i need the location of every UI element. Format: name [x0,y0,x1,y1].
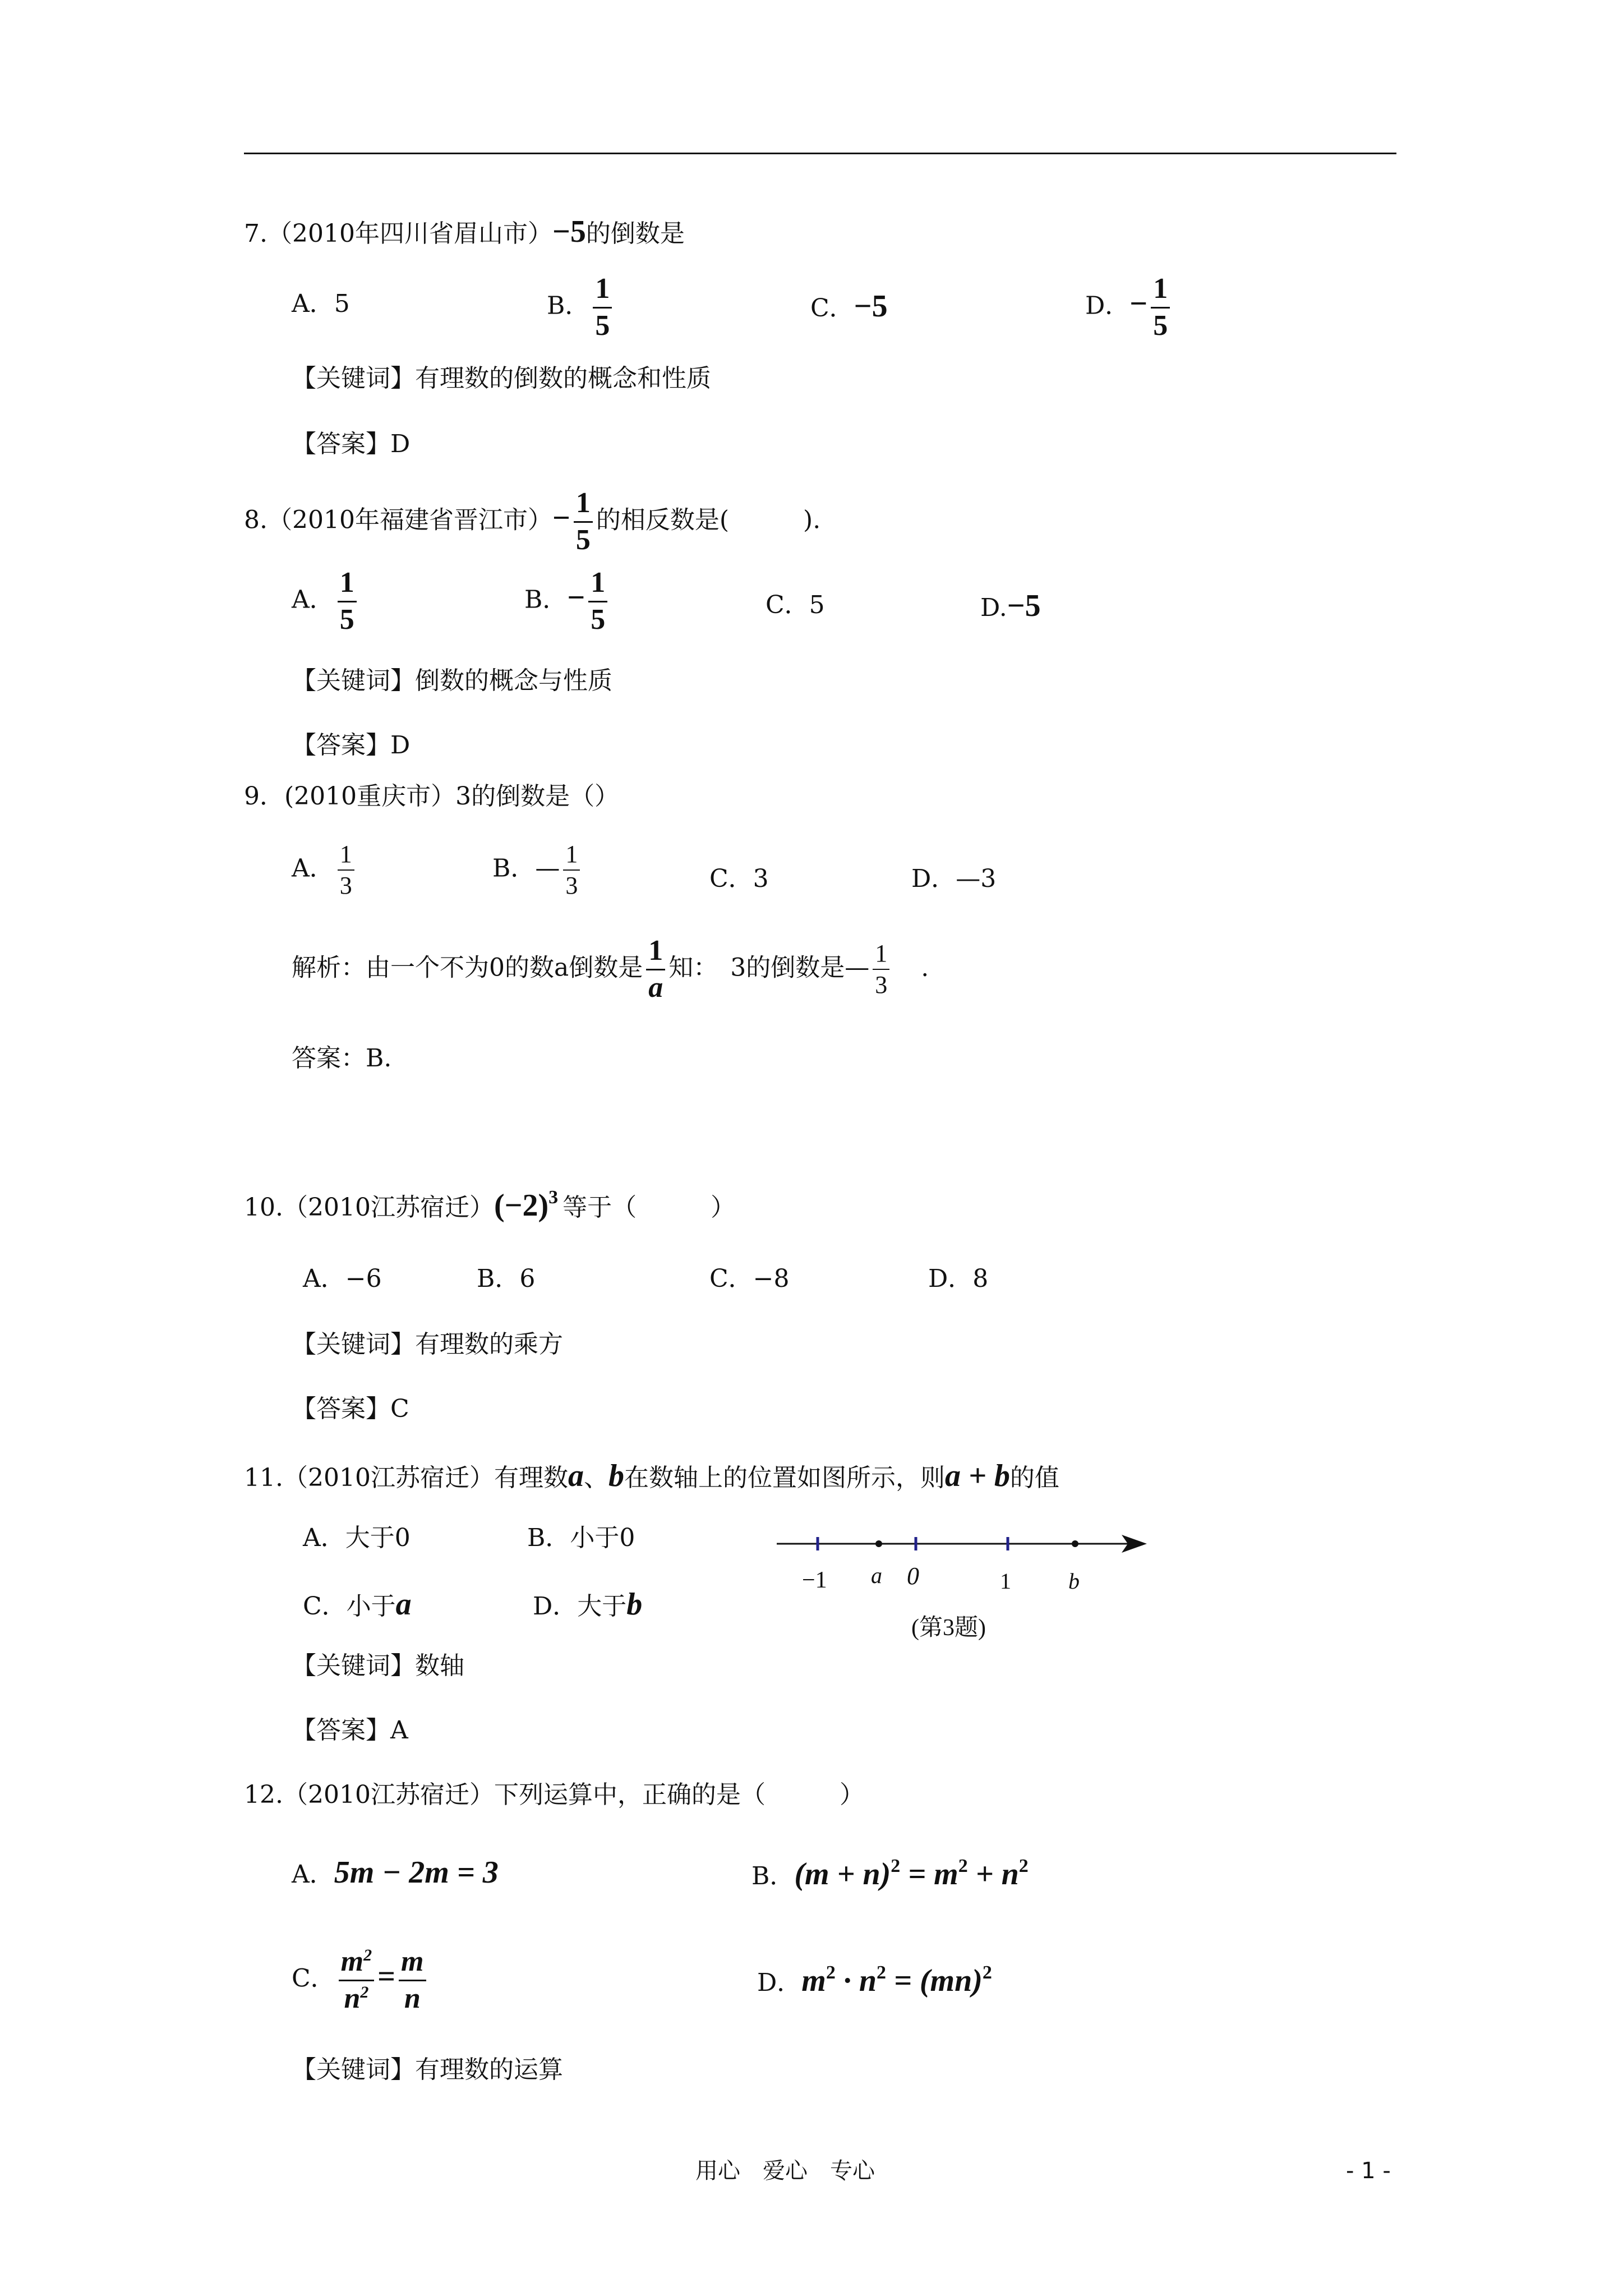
footer-slogan: 用心 爱心 专心 [695,2158,875,2184]
figure-caption: (第3题) [911,1615,986,1641]
q7-stem-value: −5 [552,214,586,249]
q7-stem-suffix: 的倒数是 [585,219,685,248]
q8-option-a: A． $\frac{1}{5}$ [292,568,360,635]
q10-keyword: 【关键词】有理数的乘方 [292,1330,563,1359]
label-minus-one: −1 [802,1567,827,1593]
q7-option-c: C．−5 [810,289,888,324]
q7-option-b: B． $\frac{1}{5}$ [547,274,615,341]
header-rule [244,153,1396,154]
q10-option-d: D．8 [928,1264,989,1293]
q9-analysis-fraction: $\frac{1}{a}$ [646,936,665,1003]
q8-option-d: D.−5 [980,588,1041,623]
q12-option-a: A．5m − 2m = 3 [292,1855,499,1890]
q7-b-fraction: $\frac{1}{5}$ [593,274,612,341]
q11-option-b: B．小于0 [527,1524,635,1552]
q7-keyword: 【关键词】有理数的倒数的概念和性质 [292,364,711,393]
q8-stem: 8.（2010年福建省晋江市）− $\frac{1}{5}$ 的相反数是( ). [244,487,821,556]
q12-option-d: D．$m^2 \cdot n^2 = (mn)^2$ [757,1962,992,1998]
label-b: b [1068,1568,1080,1594]
q7-answer: 【答案】D [292,430,411,458]
q12-option-c: C． $\frac{m^2}{n^2}$ = $\frac{m}{n}$ [292,1947,430,2014]
q11-option-c: C．小于a [303,1587,412,1622]
q11-answer: 【答案】A [292,1716,408,1745]
q7-stem-prefix: 7.（2010年四川省眉山市） [244,219,552,248]
q7-option-d: D．− $\frac{1}{5}$ [1085,274,1173,341]
q11-option-d: D．大于b [533,1587,643,1622]
q7-d-fraction: $\frac{1}{5}$ [1151,274,1170,341]
q9-option-d: D．—3 [911,864,997,893]
number-line-figure [777,1515,1158,1649]
q9-option-b: B．— $\frac{1}{3}$ [492,841,583,899]
q9-analysis: 解析：由一个不为0的数a倒数是 $\frac{1}{a}$ 知： 3的倒数是— $\frac{1}{3}$ . [292,935,929,1004]
q12-option-b: B．$(m + n)^2 = m^2 + n^2$ [751,1856,1029,1892]
q11-option-a: A．大于0 [303,1524,411,1552]
q8-keyword: 【关键词】倒数的概念与性质 [292,666,612,695]
q9-option-a: A． $\frac{1}{3}$ [292,841,358,899]
page-number: - 1 - [1346,2158,1391,2184]
label-zero: 0 [907,1562,919,1590]
q10-option-b: B．6 [477,1264,536,1293]
q7-option-a: A．5 [292,289,350,318]
q8-option-c: C．5 [766,591,825,619]
q8-option-b: B．− $\frac{1}{5}$ [524,568,611,635]
q9-stem: 9．(2010重庆市）3的倒数是（） [244,782,620,811]
q10-option-a: A．−6 [303,1264,382,1293]
point-b [1072,1540,1078,1547]
q7-stem [244,216,685,247]
q10-option-c: C．−8 [709,1264,790,1293]
q9-answer: 答案：B. [292,1044,392,1073]
q12-stem: 12.（2010江苏宿迁）下列运算中，正确的是（ ） [244,1780,864,1809]
q8-stem-fraction: $\frac{1}{5}$ [574,488,593,555]
q10-stem: 10.（2010江苏宿迁）$(-2)^3$ 等于（ ） [244,1187,736,1223]
label-a: a [871,1563,882,1588]
point-a [875,1540,882,1547]
q10-answer: 【答案】C [292,1395,409,1423]
q11-stem: 11.（2010江苏宿迁）有理数a、b在数轴上的位置如图所示，则a + b的值 [244,1458,1059,1493]
q12-keyword: 【关键词】有理数的运算 [292,2055,563,2084]
q9-option-c: C．3 [709,864,769,893]
label-one: 1 [1000,1568,1011,1594]
q11-keyword: 【关键词】数轴 [292,1651,464,1680]
q8-answer: 【答案】D [292,731,411,760]
